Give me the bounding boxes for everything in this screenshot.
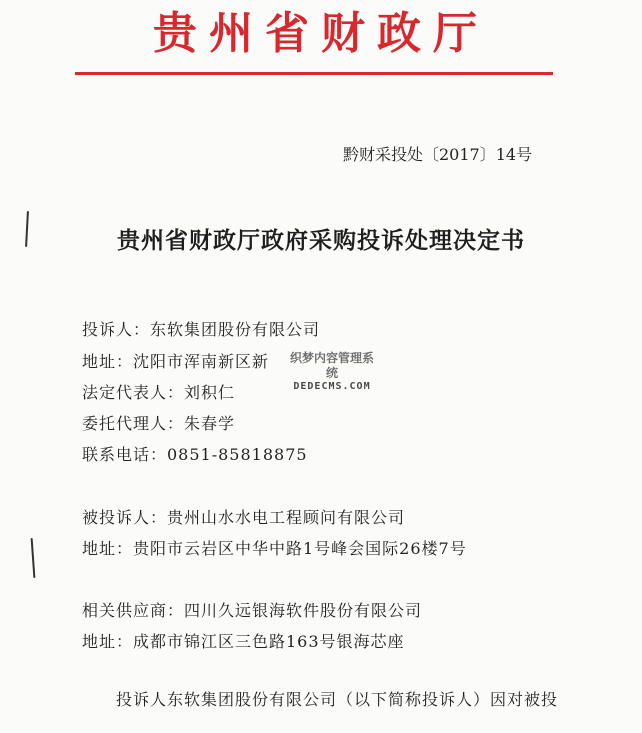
cms-watermark — [286, 351, 378, 393]
respondent-name: 被投诉人：贵州山水水电工程顾问有限公司 — [82, 508, 406, 527]
complainant-phone: 联系电话：0851-85818875 — [82, 445, 308, 464]
related-supplier-name: 相关供应商：四川久远银海软件股份有限公司 — [82, 601, 423, 620]
watermark-text: 织梦内容管理系统 — [289, 351, 374, 380]
margin-pen-mark — [31, 538, 36, 578]
letterhead-title: 贵州省财政厅 — [153, 8, 489, 59]
complainant-agent: 委托代理人：朱春学 — [82, 414, 236, 433]
complainant-legal-rep: 法定代表人：刘积仁 — [82, 383, 236, 402]
document-number: 黔财采投处〔2017〕14号 — [343, 145, 533, 164]
respondent-address: 地址：贵阳市云岩区中华中路1号峰会国际26楼7号 — [82, 539, 467, 558]
body-paragraph: 投诉人东软集团股份有限公司（以下简称投诉人）因对被投 — [116, 690, 559, 709]
complainant-address: 地址：沈阳市浑南新区新 — [82, 352, 270, 371]
complainant-name: 投诉人：东软集团股份有限公司 — [82, 320, 321, 339]
watermark-url: DEDECMS.COM — [293, 381, 371, 392]
related-supplier-address: 地址：成都市锦江区三色路163号银海芯座 — [82, 632, 405, 651]
document-title: 贵州省财政厅政府采购投诉处理决定书 — [117, 227, 525, 254]
letterhead-red-rule — [75, 72, 553, 75]
